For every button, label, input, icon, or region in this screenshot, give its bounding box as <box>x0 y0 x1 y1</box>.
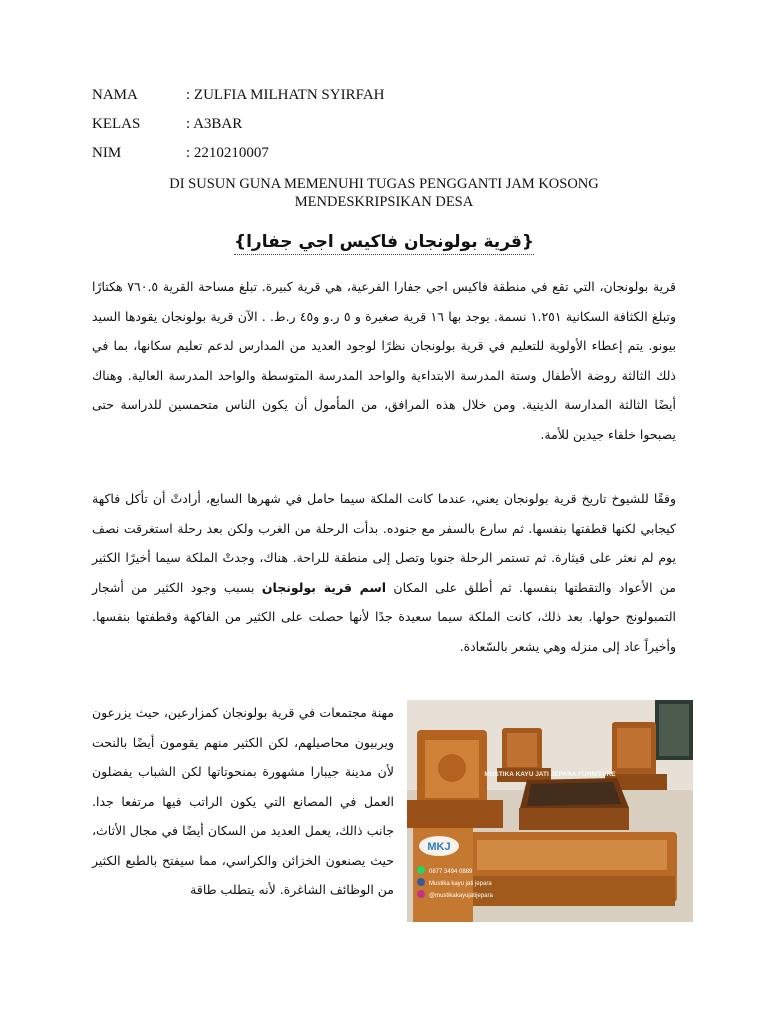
meta-value: : ZULFIA MILHATN SYIRFAH <box>186 87 385 103</box>
history-text-bold: اسم قرية بولونجان <box>261 579 387 595</box>
instagram-icon <box>417 890 425 898</box>
whatsapp-icon <box>417 866 425 874</box>
subtitle-line-1: DI SUSUN GUNA MEMENUHI TUGAS PENGGANTI JAM KOSONG <box>169 176 599 192</box>
contact-facebook: Mustika kayu jati jepara <box>429 881 492 887</box>
paragraph-occupation: مهنة مجتمعات في قرية بولونجان كمزارعين، حيث يزرعون ويربيون محاصيلهم، لكن الكثير منهم يقومون أيضًا بالنحت لأن مدينة جيبارا مشهورة بمنحوتاتها لكن الشباب يفضلون العمل في المصانع التي يكون الراتب فيها مرتفعا جدا. جانب ذالك، يعمل العديد من السكان أيضًا في مجال الأثاث، حيث يصنعون الخزائن والكراسي، مما سيفتح بالطبع الكثير من الوظائف الشاغرة. لأنه يتطلب طاقة <box>92 705 394 897</box>
contact-instagram: @mustikakayujatijepara <box>429 893 493 899</box>
facebook-icon <box>417 878 425 886</box>
paragraph-history <box>92 484 676 661</box>
logo-text: MKJ <box>427 841 451 853</box>
meta-value: : A3BAR <box>186 116 243 132</box>
meta-label: NAMA <box>92 87 138 103</box>
history-text-b: بسبب وجود الكثير من أشجار التمبولونج حولها. بعد ذلك، كانت الملكة سيما سعيدة جدًا لأنها حصلت على الكثير من الفاكهة وقطفتها بنفسها. وأخيراً عاد إلى منزله وهي يشعر بالسّعادة. <box>92 579 676 654</box>
meta-label: NIM <box>92 145 122 161</box>
document-title <box>92 232 676 252</box>
watermark-text: MUSTIKA KAYU JATI JEPARA FURNITURE <box>484 771 616 778</box>
history-text-a: وفقًا للشيوخ تاريخ قرية بولونجان يعني، عندما كانت الملكة سيما حامل في شهرها السابع، أرادتْ أن تأكل فاكهة كيجابي لكنها قطفتها بنفسها. ثم سارع بالسفر مع جنوده. بدأت الرحلة من الغرب ولكن بعد رحلة استغرقت نصف يوم لم نعثر على قيثارة. ثم تستمر الرحلة جنوبا وتصل إلى منطقة للراحة. هناك، وجدتْ الملكة سيما أخيرًا الكثير من الأعواد والتقطتها بنفسها. ثم أطلق على المكان <box>92 491 677 595</box>
furniture-photo <box>407 700 693 922</box>
title-text: {قرية بولونجان فاكيس اجي جفارا} <box>234 232 534 255</box>
contact-phone: 0877 3494 0889 <box>429 869 473 875</box>
meta-value: : 2210210007 <box>186 145 269 161</box>
meta-label: KELAS <box>92 116 141 132</box>
subtitle-line-2: MENDESKRIPSIKAN DESA <box>294 194 474 210</box>
furniture-illustration <box>407 700 693 922</box>
paragraph-intro: قرية بولونجان، التي تقع في منطقة فاكيس اجي جفارا الفرعية، هي قرية كبيرة. تبلغ مساحة القرية ٧٦٠.٥ هكتارًا وتبلغ الكثافة السكانية ١.٢٥١ نسمة. يوجد بها ١٦ قرية صغيرة و ٥ ر.و و٤٥ ر.ط. . الآن قرية بولونجان يقودها السيد بيونو. يتم إعطاء الأولوية للتعليم في قرية بولونجان نظرًا لوجود العديد من المدارس لدعم تعليم سكانها، بما في ذلك الثالثة روضة الأطفال وستة المدرسة الابتداءية والواحد المدرسة المتوسطة والواحد المدرسة العالية. وهناك أيضًا الثالثة المدارسة الدينية. ومن خلال هذه المرافق، من المأمول أن يكون الناس متحمسين للدراسة حتى يصبحوا خلفاء جيدين للأمة. <box>92 279 676 442</box>
